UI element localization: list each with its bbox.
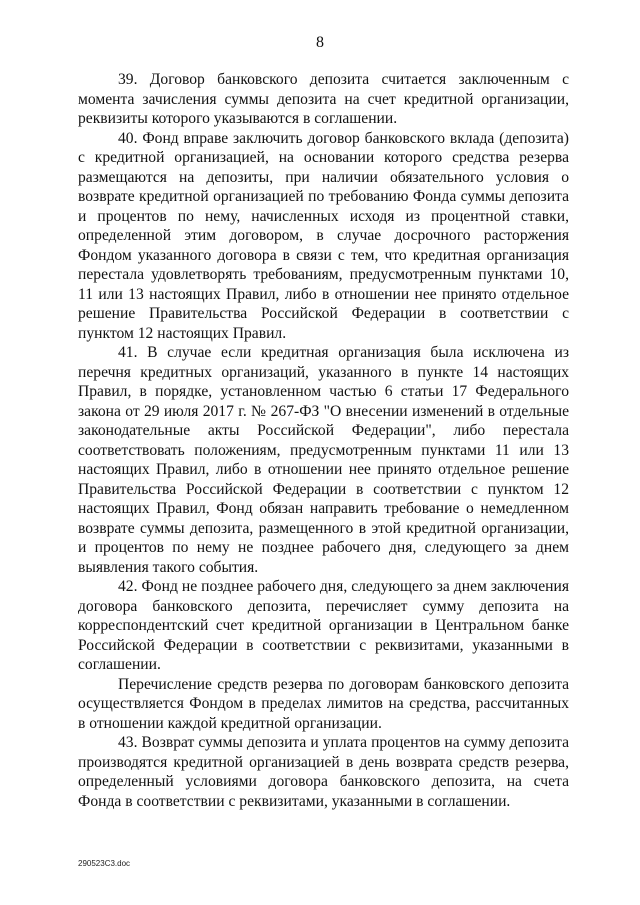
paragraph-42: 42. Фонд не позднее рабочего дня, следующего за днем заключения договора банковского депозита, перечисляет сумму депозита на корреспондентский счет кредитной организации в Центральном банке Российской Федерации в соответствии с реквизитами, указанными в соглашении. xyxy=(78,578,569,673)
page-number: 8 xyxy=(316,34,324,51)
paragraph-40: 40. Фонд вправе заключить договор банковского вклада (депозита) с кредитной организацией, на основании которого средства резерва размещаются на депозиты, при наличии обязательного условия о возврате кредитной организацией по требованию Фонда суммы депозита и процентов по нему, начисленных исходя из процентной ставки, определенной этим договором, в случае досрочного расторжения Фондом указанного договора в связи с тем, что кредитная организация перестала удовлетворять требованиям, предусмотренным пунктами 10, 11 или 13 настоящих Правил, либо в отношении нее принято отдельное решение Правительства Российской Федерации в соответствии с пунктом 12 настоящих Правил. xyxy=(78,129,569,342)
document-file-code: 290523C3.doc xyxy=(78,859,131,868)
paragraph-43: 43. Возврат суммы депозита и уплата процентов на сумму депозита производятся кредитной организацией в день возврата средств резерва, определенный условиями договора банковского депозита, на счета Фонда в соответствии с реквизитами, указанными в соглашении. xyxy=(78,734,569,810)
paragraph-42-continuation: Перечисление средств резерва по договорам банковского депозита осуществляется Фондом в пределах лимитов на средства, рассчитанных в отношении каждой кредитной организации. xyxy=(78,675,569,732)
paragraph-39: 39. Договор банковского депозита считается заключенным с момента зачисления суммы депозита на счет кредитной организации, реквизиты которого указываются в соглашении. xyxy=(78,71,569,127)
document-body xyxy=(78,70,569,811)
paragraph-41: 41. В случае если кредитная организация была исключена из перечня кредитных организаций, указанного в пункте 14 настоящих Правил, в порядке, установленном частью 6 статьи 17 Федерального закона от 29 июля 2017 г. № 267-ФЗ "О внесении изменений в отдельные законодательные акты Российской Федерации", либо перестала соответствовать положениям, предусмотренным пунктами 11 или 13 настоящих Правил, либо в отношении нее принято отдельное решение Правительства Российской Федерации в соответствии с пунктом 12 настоящих Правил, Фонд обязан направить требование о немедленном возврате суммы депозита, размещенного в этой кредитной организации, и процентов по нему не позднее рабочего дня, следующего за днем выявления такого события. xyxy=(78,344,569,576)
